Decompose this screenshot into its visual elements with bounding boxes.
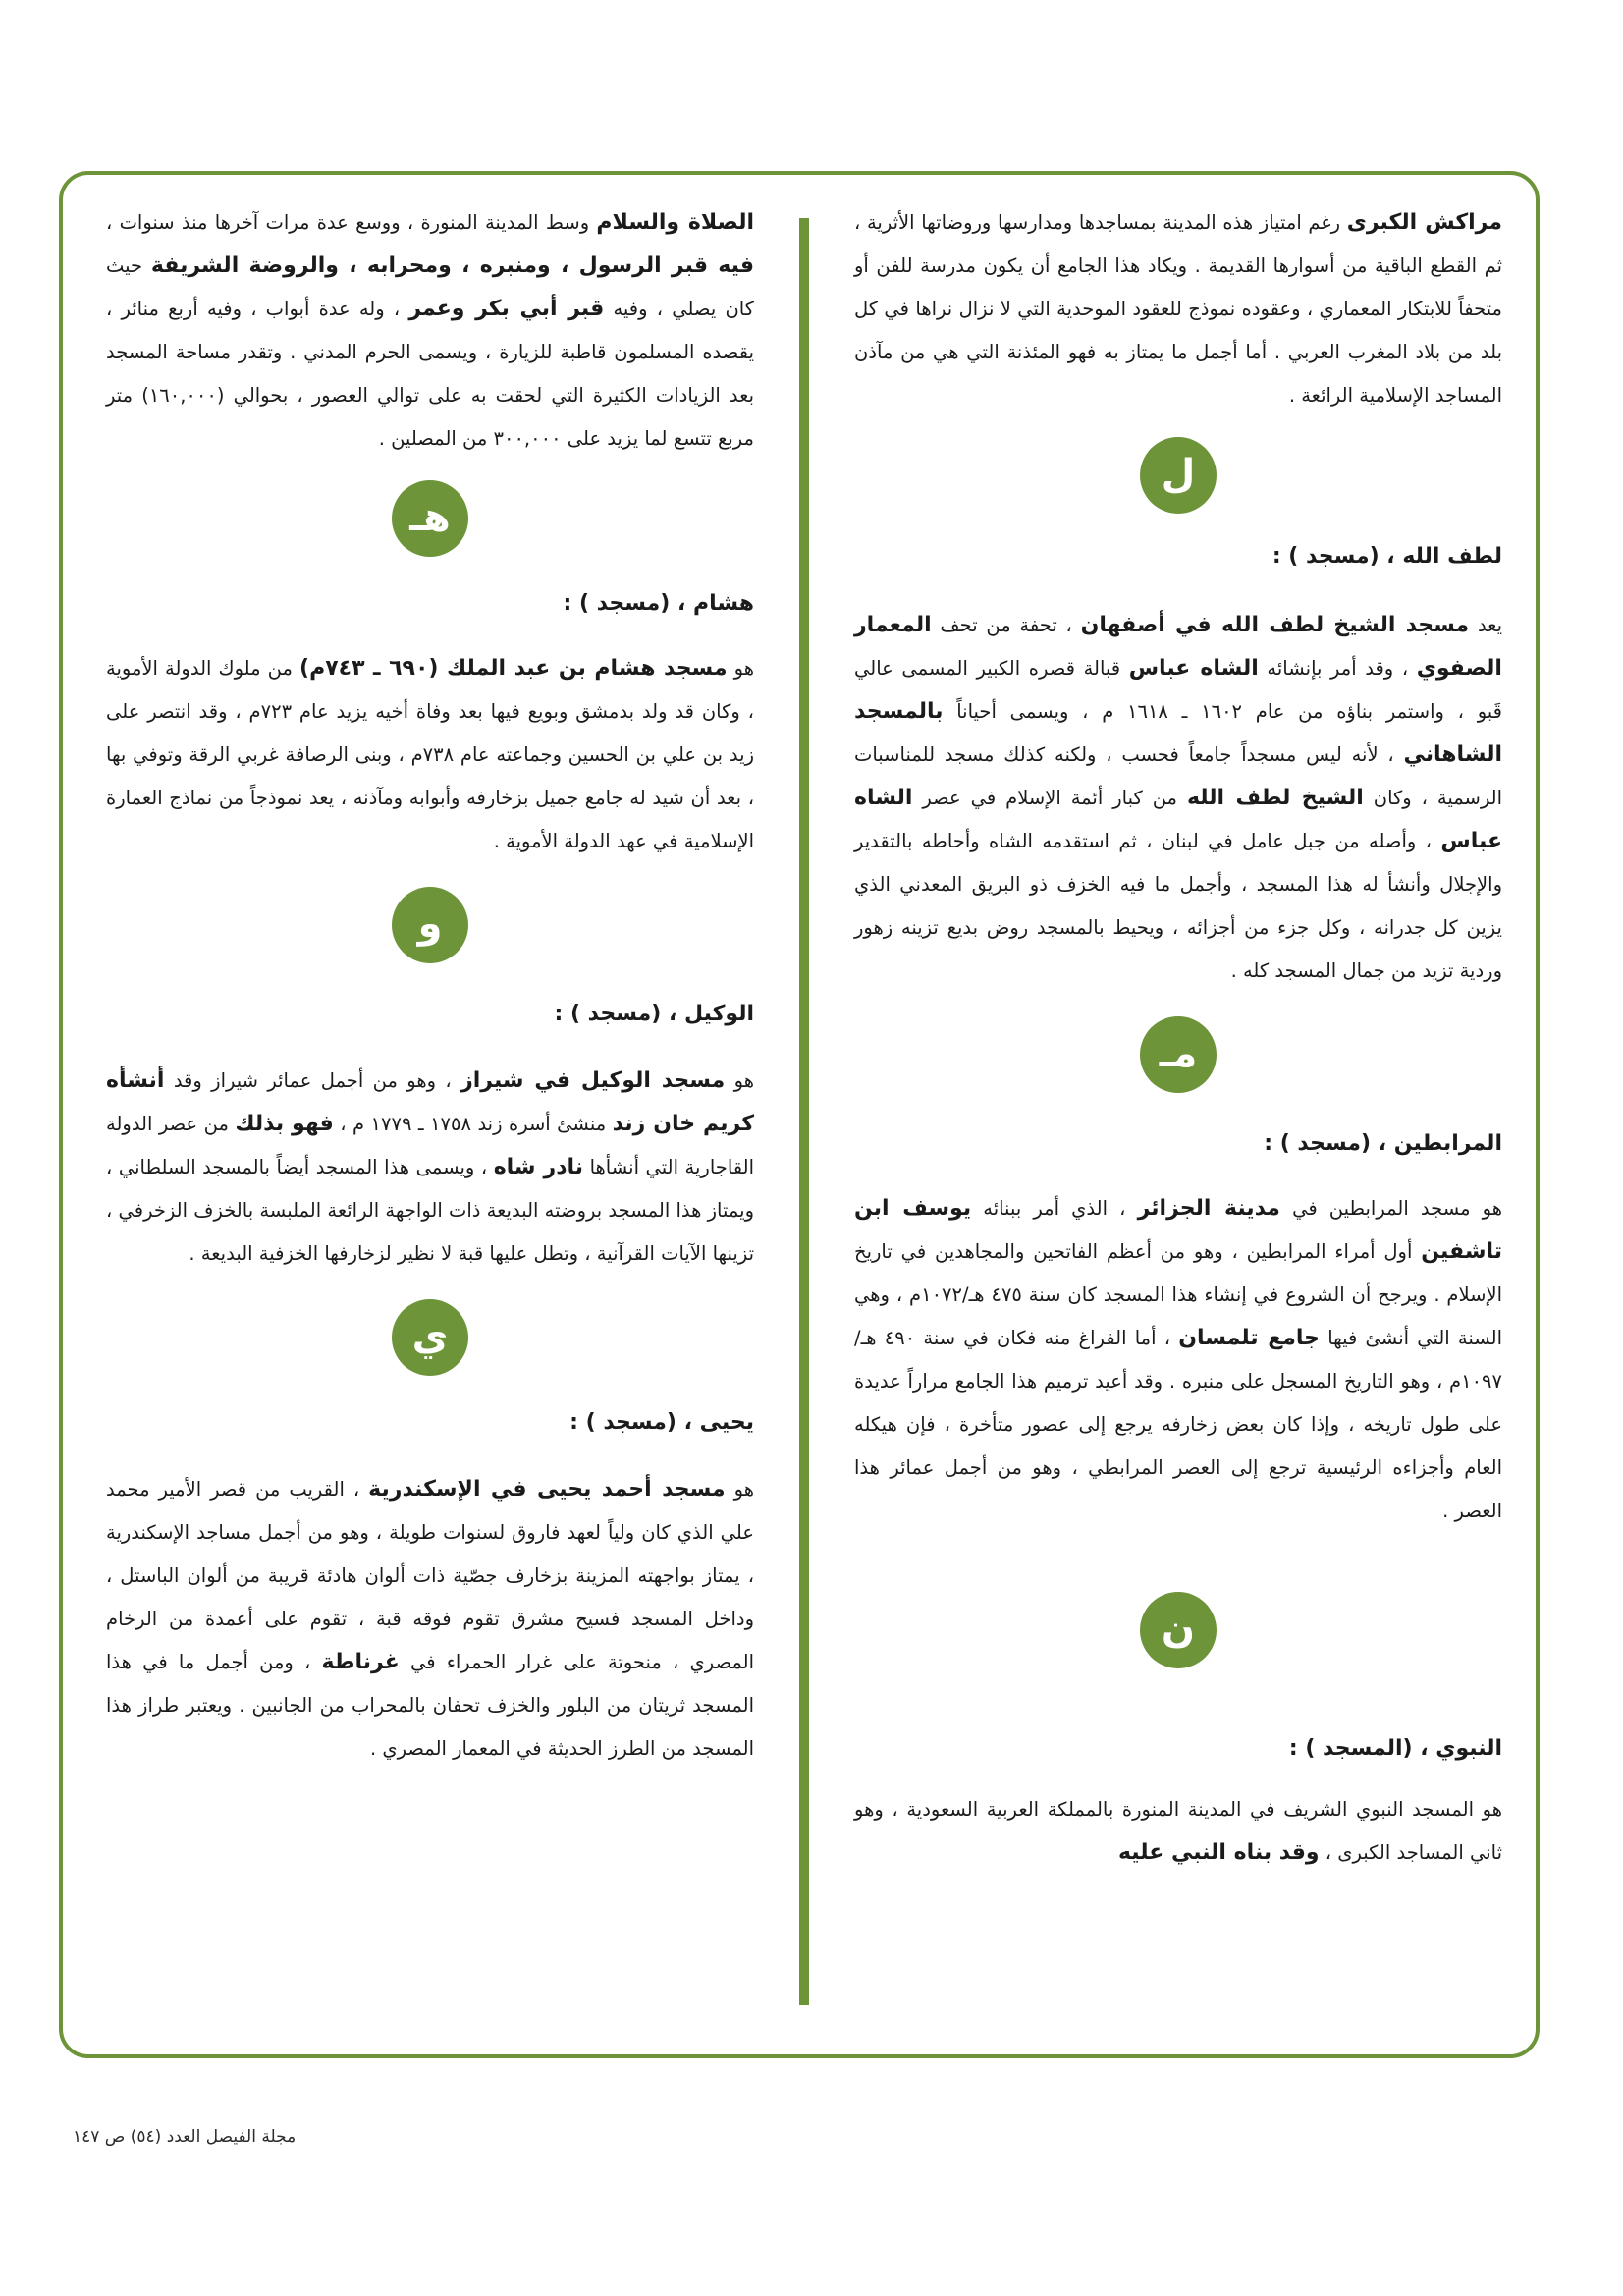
- page-footer: مجلة الفيصل العدد (٥٤) ص ١٤٧: [73, 2127, 297, 2147]
- entry-yahya-text: هو مسجد أحمد يحيى في الإسكندرية ، القريب من قصر الأمير محمد علي الذي كان ولياً لعهد فاروق لسنوات طويلة ، وهو من أجمل مساجد الإسكندرية ، يمتاز بواجهته المزينة بزخارف جصّية ذات ألوان هادئة قريبة من ألوان الباستل ، وداخل المسجد فسيح مشرق تقوم فوقه قبة ، تقوم على أعمدة من الرخام المصري ، منحوتة على غرار الحمراء في غرناطة ، ومن أجمل ما في هذا المسجد ثريتان من البلور والخزف تحفان بالمحراب من الجانبين . ويعتبر طراز هذا المسجد من الطرز الحديثة في المعمار المصري .: [106, 1477, 755, 1760]
- entry-title-murabitin: المرابطين ، (مسجد ) :: [1264, 1131, 1502, 1156]
- letter-lam-icon: ل: [1140, 437, 1217, 514]
- letter-ya-icon: ي: [392, 1299, 468, 1376]
- left-column: [106, 201, 754, 1771]
- entry-wakil-text: هو مسجد الوكيل في شيراز ، وهو من أجمل عمائر شيراز وقد أنشأه كريم خان زند منشئ أسرة زند ١٧٥٨ ـ ١٧٧٩ م ، فهو بذلك من عصر الدولة القاجارية التي أنشأها نادر شاه ، ويسمى هذا المسجد أيضاً بالمسجد السلطاني ، ويمتاز هذا المسجد بروضته البديعة ذات الواجهة الرائعة الملبسة بالخزف الزخرفي ، تزينها الآيات القرآنية ، وتطل عليها قبة لا نظير لزخارفها الخزفية البديعة .: [106, 1068, 755, 1265]
- entry-marrakesh-text: مراكش الكبرى رغم امتياز هذه المدينة بمساجدها ومدارسها وروضاتها الأثرية ، ثم القطع الباقية من أسوارها القديمة . ويكاد هذا الجامع أن يكون مدرسة للفن أو متحفاً للابتكار المعماري ، وعقوده نموذج للعقود الموحدية التي لا نزال نراها في كل بلد من بلاد المغرب العربي . أما أجمل ما يمتاز به فهو المئذنة التي هي من مآذن المساجد الإسلامية الرائعة .: [854, 210, 1502, 407]
- entry-murabitin-text: هو مسجد المرابطين في مدينة الجزائر ، الذي أمر ببنائه يوسف ابن تاشفين أول أمراء المرابطين ، وهو من أعظم الفاتحين والمجاهدين في تاريخ الإسلام . ويرجح أن الشروع في إنشاء هذا المسجد كان سنة ٤٧٥ هـ/١٠٧٢م ، وهي السنة التي أنشئ فيها جامع تلمسان ، أما الفراغ منه فكان في سنة ٤٩٠ هـ/١٠٩٧م ، وهو التاريخ المسجل على منبره . وقد أعيد ترميم هذا الجامع مراراً عديدة على طول تاريخه ، وإذا كان بعض زخارفه يرجع إلى عصور متأخرة ، فإن هيكله العام وأجزاءه الرئيسية ترجع إلى العصر المرابطي ، وهو من أجمل عمائر هذا العصر .: [854, 1196, 1503, 1522]
- right-column: [854, 201, 1502, 1875]
- column-divider: [799, 218, 809, 2005]
- entry-nabawi-text: هو المسجد النبوي الشريف في المدينة المنورة بالمملكة العربية السعودية ، وهو ثاني المساجد الكبرى ، وقد بناه النبي عليه: [854, 1798, 1502, 1865]
- entry-nabawi-continued-text: الصلاة والسلام وسط المدينة المنورة ، ووسع عدة مرات آخرها منذ سنوات ، فيه قبر الرسول ، ومنبره ، ومحرابه ، والروضة الشريفة حيث كان يصلي ، وفيه قبر أبي بكر وعمر ، وله عدة أبواب ، وفيه أربع منائر ، يقصده المسلمون قاطبة للزيارة ، ويسمى الحرم المدني . وتقدر مساحة المسجد بعد الزيادات الكثيرة التي لحقت به على توالي العصور ، بحوالي (١٦٠,٠٠٠) متر مربع تتسع لما يزيد على ٣٠٠,٠٠٠ من المصلين .: [106, 210, 755, 450]
- entry-lutfallah-text: يعد مسجد الشيخ لطف الله في أصفهان ، تحفة من تحف المعمار الصفوي ، وقد أمر بإنشائه الشاه عباس قبالة قصره الكبير المسمى عالي قَبو ، واستمر بناؤه من عام ١٦٠٢ ـ ١٦١٨ م ، ويسمى أحياناً بالمسجد الشاهاني ، لأنه ليس مسجداً جامعاً فحسب ، ولكنه كذلك مسجد للمناسبات الرسمية ، وكان الشيخ لطف الله من كبار أئمة الإسلام في عصر الشاه عباس ، وأصله من جبل عامل في لبنان ، ثم استقدمه الشاه وأحاطه بالتقدير والإجلال وأنشأ له هذا المسجد ، وأجمل ما فيه الخزف ذو البريق المعدني الذي يزين كل جدرانه ، وكل جزء من أجزائه ، ويحيط بالمسجد روض بديع تزينه زهور وردية تزيد من جمال المسجد كله .: [854, 613, 1503, 982]
- letter-mim-icon: مـ: [1140, 1016, 1217, 1093]
- letter-nun-icon: ن: [1140, 1592, 1217, 1668]
- letter-ha-icon: هـ: [392, 480, 468, 557]
- entry-title-lutfallah: لطف الله ، (مسجد ) :: [1271, 544, 1502, 569]
- entry-title-hisham: هشام ، (مسجد ) :: [563, 591, 754, 616]
- marrakesh-lead: مراكش الكبرى: [1346, 210, 1502, 235]
- letter-waw-icon: و: [392, 887, 468, 963]
- entry-title-wakil: الوكيل ، (مسجد ) :: [554, 1002, 754, 1026]
- entry-hisham-text: هو مسجد هشام بن عبد الملك (٦٩٠ ـ ٧٤٣م) من ملوك الدولة الأموية ، وكان قد ولد بدمشق وبويع فيها بعد وفاة أخيه يزيد عام ٧٢٣م ، وقد انتصر على زيد بن علي بن الحسين وجماعته عام ٧٣٨م ، وبنى الرصافة غربي الرقة وتوفي بها ، بعد أن شيد له جامع جميل بزخارفه وأبوابه ومآذنه ، يعد نموذجاً من نماذج العمارة الإسلامية في عهد الدولة الأموية .: [106, 656, 755, 852]
- entry-title-yahya: يحيى ، (مسجد ) :: [569, 1410, 754, 1435]
- entry-title-nabawi: النبوي ، (المسجد ) :: [1288, 1736, 1502, 1761]
